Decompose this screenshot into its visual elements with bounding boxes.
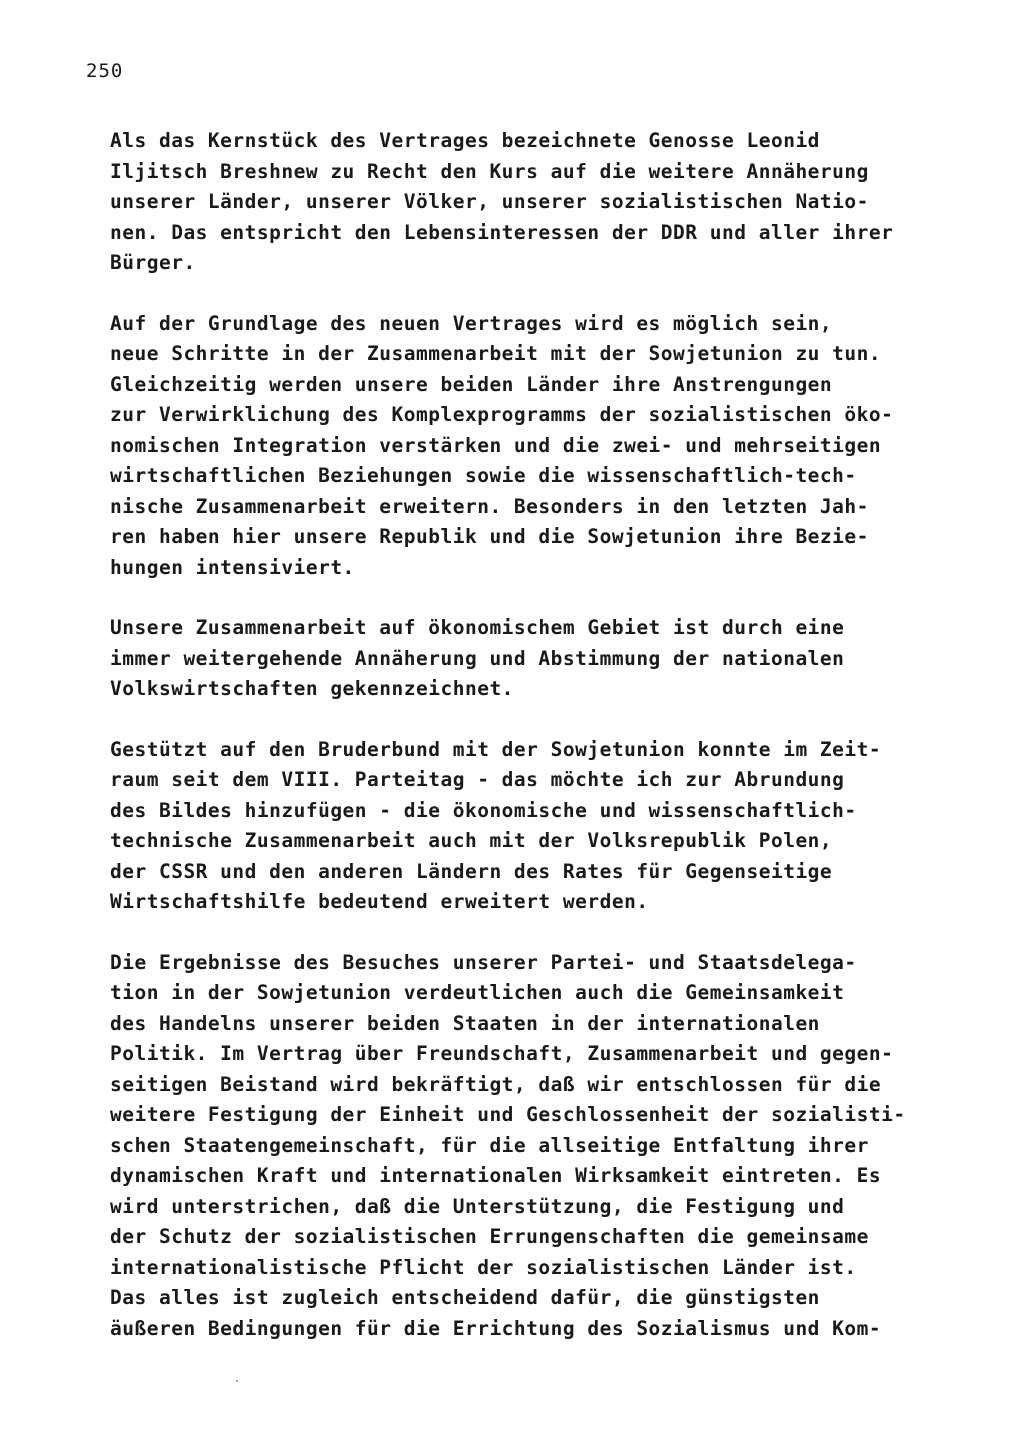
scan-speck [236, 1380, 238, 1382]
text-line: Unsere Zusammenarbeit auf ökonomischem Gebiet ist durch eine [110, 616, 845, 639]
text-line: schen Staatengemeinschaft, für die allseitige Entfaltung ihrer [110, 1133, 869, 1157]
paragraph [110, 613, 950, 705]
text-line: Das alles ist zugleich entscheidend dafür, die günstigsten [110, 1286, 820, 1309]
text-line: des Bildes hinzufügen - die ökonomische und wissenschaftlich- [110, 798, 857, 822]
text-line: der Schutz der sozialistischen Errungenschaften die gemeinsame [110, 1225, 869, 1248]
text-line: Auf der Grundlage des neuen Vertrages wird es möglich sein, [110, 311, 833, 335]
text-line: nen. Das entspricht den Lebensinteressen der DDR und aller ihrer [110, 220, 894, 244]
body-text [110, 126, 950, 1374]
text-line: Die Ergebnisse des Besuches unserer Partei- und Staatsdelega- [110, 950, 857, 974]
text-line: Gestützt auf den Bruderbund mit der Sowjetunion konnte im Zeit- [110, 737, 882, 761]
text-line: Als das Kernstück des Vertrages bezeichnete Genosse Leonid [110, 129, 820, 152]
text-line: hungen intensiviert. [110, 555, 355, 579]
text-line: internationalistische Pflicht der sozialistischen Länder ist. [110, 1255, 857, 1279]
text-line: raum seit dem VIII. Parteitag - das möchte ich zur Abrundung [110, 768, 845, 791]
text-line: wirtschaftlichen Beziehungen sowie die wissenschaftlich-tech- [110, 464, 857, 487]
text-line: Bürger. [110, 251, 196, 274]
text-line: weitere Festigung der Einheit und Geschlossenheit der sozialisti- [110, 1103, 906, 1126]
paragraph [110, 309, 950, 584]
paragraph [110, 948, 950, 1345]
text-line: nische Zusammenarbeit erweitern. Besonders in den letzten Jah- [110, 494, 869, 518]
text-line: tion in der Sowjetunion verdeutlichen auch die Gemeinsamkeit [110, 981, 845, 1004]
text-line: äußeren Bedingungen für die Errichtung des Sozialismus und Kom- [110, 1316, 882, 1340]
text-line: immer weitergehende Annäherung und Abstimmung der nationalen [110, 646, 845, 670]
text-line: neue Schritte in der Zusammenarbeit mit der Sowjetunion zu tun. [110, 342, 882, 365]
text-line: zur Verwirklichung des Komplexprogramms der sozialistischen öko- [110, 403, 894, 426]
paragraph [110, 735, 950, 918]
text-line: nomischen Integration verstärken und die zwei- und mehrseitigen [110, 433, 882, 457]
text-line: ren haben hier unsere Republik und die Sowjetunion ihre Bezie- [110, 525, 869, 548]
text-line: der CSSR und den anderen Ländern des Rates für Gegenseitige [110, 859, 833, 883]
text-line: wird unterstrichen, daß die Unterstützung, die Festigung und [110, 1194, 845, 1218]
text-line: des Handelns unserer beiden Staaten in der internationalen [110, 1011, 820, 1035]
paragraph [110, 126, 950, 279]
text-line: technische Zusammenarbeit auch mit der Volksrepublik Polen, [110, 829, 833, 852]
text-line: Politik. Im Vertrag über Freundschaft, Zusammenarbeit und gegen- [110, 1042, 894, 1065]
text-line: unserer Länder, unserer Völker, unserer sozialistischen Natio- [110, 190, 869, 213]
text-line: Wirtschaftshilfe bedeutend erweitert werden. [110, 890, 649, 913]
page-number: 250 [86, 60, 124, 82]
text-line: seitigen Beistand wird bekräftigt, daß wir entschlossen für die [110, 1072, 882, 1096]
text-line: Gleichzeitig werden unsere beiden Länder ihre Anstrengungen [110, 372, 833, 396]
text-line: Volkswirtschaften gekennzeichnet. [110, 677, 514, 700]
text-line: Iljitsch Breshnew zu Recht den Kurs auf die weitere Annäherung [110, 159, 869, 183]
text-line: dynamischen Kraft und internationalen Wirksamkeit eintreten. Es [110, 1164, 882, 1187]
